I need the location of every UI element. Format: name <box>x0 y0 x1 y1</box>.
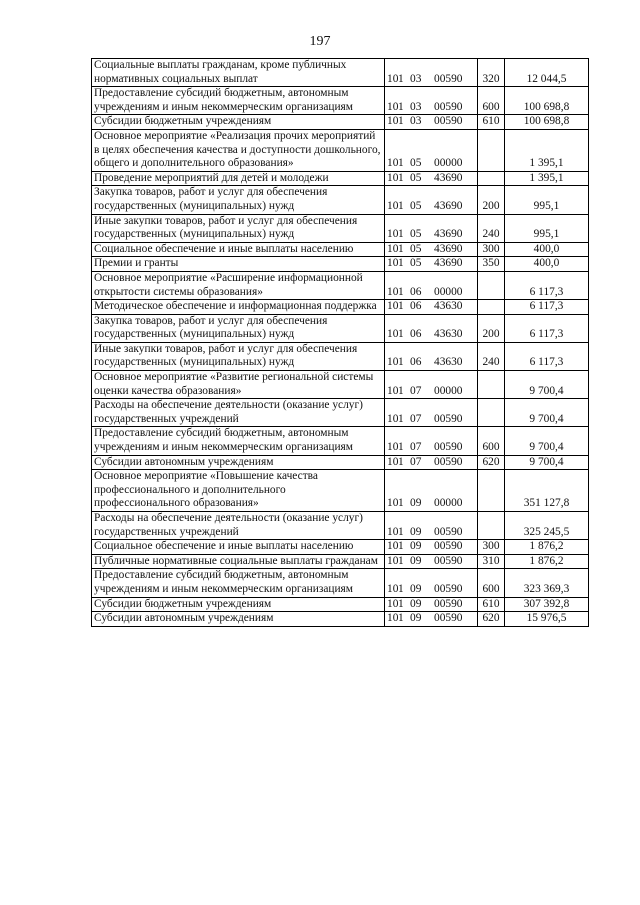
code-part-4: 43690 <box>434 257 463 270</box>
code-part-4: 00590 <box>434 115 463 128</box>
code-part-3: 09 <box>410 554 422 567</box>
code-part-2: 1 <box>398 554 404 567</box>
row-amount: 351 127,8 <box>505 470 589 512</box>
code-part-4: 43690 <box>434 228 463 241</box>
code-part-2: 1 <box>398 497 404 510</box>
code-part-1: 10 <box>387 157 399 170</box>
row-expense-type: 610 <box>478 115 505 130</box>
row-name: Основное мероприятие «Расширение информационной открытости системы образования» <box>92 271 385 299</box>
code-part-2: 1 <box>398 72 404 85</box>
code-part-2: 1 <box>398 612 404 625</box>
table-row <box>92 300 589 315</box>
code-part-2: 1 <box>398 525 404 538</box>
code-part-1: 10 <box>387 497 399 510</box>
row-name: Основное мероприятие «Реализация прочих мероприятий в целях обеспечения качества и доступности дошкольного, общего и дополнительного образования» <box>92 129 385 171</box>
code-part-1: 10 <box>387 554 399 567</box>
row-name: Социальное обеспечение и иные выплаты населению <box>92 540 385 555</box>
row-code <box>385 540 478 555</box>
code-part-2: 1 <box>398 300 404 313</box>
table-row <box>92 569 589 597</box>
row-name: Субсидии бюджетным учреждениям <box>92 115 385 130</box>
code-part-1: 10 <box>387 72 399 85</box>
row-expense-type <box>478 300 505 315</box>
row-expense-type <box>478 371 505 399</box>
row-amount: 6 117,3 <box>505 342 589 370</box>
code-part-1: 10 <box>387 384 399 397</box>
table-row <box>92 242 589 257</box>
code-part-1: 10 <box>387 228 399 241</box>
row-expense-type <box>478 271 505 299</box>
row-expense-type <box>478 129 505 171</box>
code-part-2: 1 <box>398 115 404 128</box>
row-code <box>385 257 478 272</box>
page-number: 197 <box>309 34 331 49</box>
code-part-3: 05 <box>410 242 422 255</box>
row-amount: 400,0 <box>505 242 589 257</box>
code-part-4: 00590 <box>434 525 463 538</box>
row-amount: 400,0 <box>505 257 589 272</box>
code-part-2: 1 <box>398 441 404 454</box>
table-row <box>92 342 589 370</box>
row-expense-type: 240 <box>478 214 505 242</box>
row-code <box>385 597 478 612</box>
code-part-4: 00590 <box>434 441 463 454</box>
row-code <box>385 115 478 130</box>
table-row <box>92 612 589 627</box>
code-part-1: 10 <box>387 328 399 341</box>
table-row <box>92 129 589 171</box>
row-name: Публичные нормативные социальные выплаты гражданам <box>92 554 385 569</box>
row-code <box>385 569 478 597</box>
code-part-1: 10 <box>387 285 399 298</box>
row-code <box>385 399 478 427</box>
row-amount: 9 700,4 <box>505 455 589 470</box>
code-part-4: 00590 <box>434 597 463 610</box>
table-row <box>92 115 589 130</box>
row-amount: 12 044,5 <box>505 59 589 87</box>
code-part-1: 10 <box>387 525 399 538</box>
code-part-2: 1 <box>398 455 404 468</box>
table-row <box>92 214 589 242</box>
row-amount: 1 395,1 <box>505 171 589 186</box>
row-code <box>385 87 478 115</box>
row-expense-type: 300 <box>478 242 505 257</box>
row-amount: 100 698,8 <box>505 115 589 130</box>
row-name: Расходы на обеспечение деятельности (оказание услуг) государственных учреждений <box>92 512 385 540</box>
row-amount: 6 117,3 <box>505 271 589 299</box>
code-part-2: 1 <box>398 597 404 610</box>
code-part-4: 00000 <box>434 384 463 397</box>
row-expense-type <box>478 470 505 512</box>
table-row <box>92 427 589 455</box>
table-row <box>92 597 589 612</box>
row-name: Закупка товаров, работ и услуг для обеспечения государственных (муниципальных) нужд <box>92 186 385 214</box>
row-code <box>385 371 478 399</box>
code-part-3: 05 <box>410 157 422 170</box>
code-part-3: 09 <box>410 525 422 538</box>
row-code <box>385 271 478 299</box>
code-part-1: 10 <box>387 115 399 128</box>
row-amount: 100 698,8 <box>505 87 589 115</box>
row-name: Закупка товаров, работ и услуг для обеспечения государственных (муниципальных) нужд <box>92 314 385 342</box>
row-expense-type: 240 <box>478 342 505 370</box>
table-row <box>92 455 589 470</box>
code-part-4: 00590 <box>434 412 463 425</box>
code-part-4: 00000 <box>434 285 463 298</box>
code-part-4: 43630 <box>434 356 463 369</box>
code-part-4: 43690 <box>434 171 463 184</box>
row-code <box>385 470 478 512</box>
code-part-1: 10 <box>387 100 399 113</box>
row-expense-type: 600 <box>478 87 505 115</box>
row-name: Иные закупки товаров, работ и услуг для обеспечения государственных (муниципальных) нужд <box>92 342 385 370</box>
code-part-4: 43630 <box>434 328 463 341</box>
code-part-3: 06 <box>410 285 422 298</box>
table-row <box>92 399 589 427</box>
code-part-1: 10 <box>387 612 399 625</box>
code-part-2: 1 <box>398 582 404 595</box>
code-part-3: 09 <box>410 497 422 510</box>
row-code <box>385 214 478 242</box>
row-amount: 1 876,2 <box>505 540 589 555</box>
row-amount: 307 392,8 <box>505 597 589 612</box>
table-row <box>92 171 589 186</box>
code-part-2: 1 <box>398 540 404 553</box>
table-row <box>92 554 589 569</box>
row-name: Основное мероприятие «Повышение качества профессионального и дополнительного профессионального образования» <box>92 470 385 512</box>
table-row <box>92 371 589 399</box>
code-part-2: 1 <box>398 384 404 397</box>
code-part-4: 00590 <box>434 612 463 625</box>
code-part-3: 05 <box>410 171 422 184</box>
table-row <box>92 512 589 540</box>
row-name: Основное мероприятие «Развитие региональной системы оценки качества образования» <box>92 371 385 399</box>
code-part-3: 09 <box>410 540 422 553</box>
code-part-1: 10 <box>387 257 399 270</box>
row-amount: 6 117,3 <box>505 300 589 315</box>
row-expense-type: 620 <box>478 612 505 627</box>
code-part-2: 1 <box>398 157 404 170</box>
code-part-3: 05 <box>410 228 422 241</box>
code-part-4: 00590 <box>434 100 463 113</box>
row-code <box>385 342 478 370</box>
code-part-1: 10 <box>387 171 399 184</box>
row-name: Расходы на обеспечение деятельности (оказание услуг) государственных учреждений <box>92 399 385 427</box>
row-name: Иные закупки товаров, работ и услуг для обеспечения государственных (муниципальных) нужд <box>92 214 385 242</box>
table-row <box>92 186 589 214</box>
code-part-4: 43630 <box>434 300 463 313</box>
table-row <box>92 314 589 342</box>
row-expense-type <box>478 399 505 427</box>
row-name: Социальные выплаты гражданам, кроме публичных нормативных социальных выплат <box>92 59 385 87</box>
row-name: Проведение мероприятий для детей и молодежи <box>92 171 385 186</box>
table-row <box>92 271 589 299</box>
code-part-2: 1 <box>398 228 404 241</box>
code-part-2: 1 <box>398 328 404 341</box>
code-part-3: 05 <box>410 257 422 270</box>
code-part-4: 43690 <box>434 242 463 255</box>
code-part-4: 00000 <box>434 497 463 510</box>
code-part-1: 10 <box>387 199 399 212</box>
code-part-3: 09 <box>410 597 422 610</box>
row-expense-type: 350 <box>478 257 505 272</box>
code-part-2: 1 <box>398 257 404 270</box>
row-code <box>385 612 478 627</box>
code-part-2: 1 <box>398 199 404 212</box>
row-amount: 995,1 <box>505 214 589 242</box>
row-expense-type: 610 <box>478 597 505 612</box>
table-row <box>92 470 589 512</box>
row-code <box>385 427 478 455</box>
row-expense-type: 200 <box>478 314 505 342</box>
budget-table-body <box>92 59 589 627</box>
code-part-3: 07 <box>410 384 422 397</box>
code-part-3: 06 <box>410 300 422 313</box>
row-expense-type: 600 <box>478 569 505 597</box>
code-part-4: 00590 <box>434 554 463 567</box>
code-part-1: 10 <box>387 412 399 425</box>
row-code <box>385 242 478 257</box>
row-name: Субсидии автономным учреждениям <box>92 612 385 627</box>
row-expense-type <box>478 512 505 540</box>
row-amount: 9 700,4 <box>505 399 589 427</box>
code-part-2: 1 <box>398 285 404 298</box>
row-name: Методическое обеспечение и информационная поддержка <box>92 300 385 315</box>
code-part-4: 00590 <box>434 540 463 553</box>
row-code <box>385 171 478 186</box>
code-part-1: 10 <box>387 540 399 553</box>
code-part-2: 1 <box>398 412 404 425</box>
table-row <box>92 59 589 87</box>
code-part-4: 00590 <box>434 582 463 595</box>
row-code <box>385 59 478 87</box>
row-code <box>385 512 478 540</box>
code-part-4: 43690 <box>434 199 463 212</box>
row-expense-type: 320 <box>478 59 505 87</box>
row-name: Социальное обеспечение и иные выплаты населению <box>92 242 385 257</box>
code-part-3: 05 <box>410 199 422 212</box>
row-name: Предоставление субсидий бюджетным, автономным учреждениям и иным некоммерческим организациям <box>92 569 385 597</box>
code-part-3: 07 <box>410 441 422 454</box>
code-part-3: 03 <box>410 72 422 85</box>
code-part-2: 1 <box>398 100 404 113</box>
row-code <box>385 300 478 315</box>
code-part-3: 09 <box>410 612 422 625</box>
row-amount: 325 245,5 <box>505 512 589 540</box>
table-row <box>92 540 589 555</box>
code-part-4: 00590 <box>434 72 463 85</box>
code-part-3: 09 <box>410 582 422 595</box>
row-amount: 1 876,2 <box>505 554 589 569</box>
code-part-1: 10 <box>387 455 399 468</box>
code-part-1: 10 <box>387 242 399 255</box>
code-part-2: 1 <box>398 171 404 184</box>
row-expense-type: 310 <box>478 554 505 569</box>
row-amount: 9 700,4 <box>505 371 589 399</box>
table-row <box>92 257 589 272</box>
code-part-3: 07 <box>410 412 422 425</box>
code-part-1: 10 <box>387 441 399 454</box>
code-part-3: 03 <box>410 100 422 113</box>
code-part-3: 06 <box>410 356 422 369</box>
row-expense-type: 620 <box>478 455 505 470</box>
row-amount: 1 395,1 <box>505 129 589 171</box>
row-amount: 995,1 <box>505 186 589 214</box>
row-name: Субсидии автономным учреждениям <box>92 455 385 470</box>
code-part-3: 06 <box>410 328 422 341</box>
code-part-1: 10 <box>387 582 399 595</box>
code-part-2: 1 <box>398 242 404 255</box>
row-expense-type: 300 <box>478 540 505 555</box>
row-expense-type <box>478 171 505 186</box>
row-amount: 9 700,4 <box>505 427 589 455</box>
row-code <box>385 129 478 171</box>
code-part-1: 10 <box>387 597 399 610</box>
budget-table <box>91 58 589 627</box>
code-part-4: 00590 <box>434 455 463 468</box>
row-name: Предоставление субсидий бюджетным, автономным учреждениям и иным некоммерческим организациям <box>92 87 385 115</box>
row-amount: 15 976,5 <box>505 612 589 627</box>
code-part-3: 03 <box>410 115 422 128</box>
row-code <box>385 314 478 342</box>
code-part-1: 10 <box>387 356 399 369</box>
code-part-1: 10 <box>387 300 399 313</box>
row-expense-type: 600 <box>478 427 505 455</box>
row-code <box>385 186 478 214</box>
row-name: Субсидии бюджетным учреждениям <box>92 597 385 612</box>
row-name: Премии и гранты <box>92 257 385 272</box>
code-part-3: 07 <box>410 455 422 468</box>
table-row <box>92 87 589 115</box>
row-expense-type: 200 <box>478 186 505 214</box>
row-amount: 6 117,3 <box>505 314 589 342</box>
row-code <box>385 455 478 470</box>
row-code <box>385 554 478 569</box>
row-amount: 323 369,3 <box>505 569 589 597</box>
code-part-4: 00000 <box>434 157 463 170</box>
row-name: Предоставление субсидий бюджетным, автономным учреждениям и иным некоммерческим организациям <box>92 427 385 455</box>
code-part-2: 1 <box>398 356 404 369</box>
